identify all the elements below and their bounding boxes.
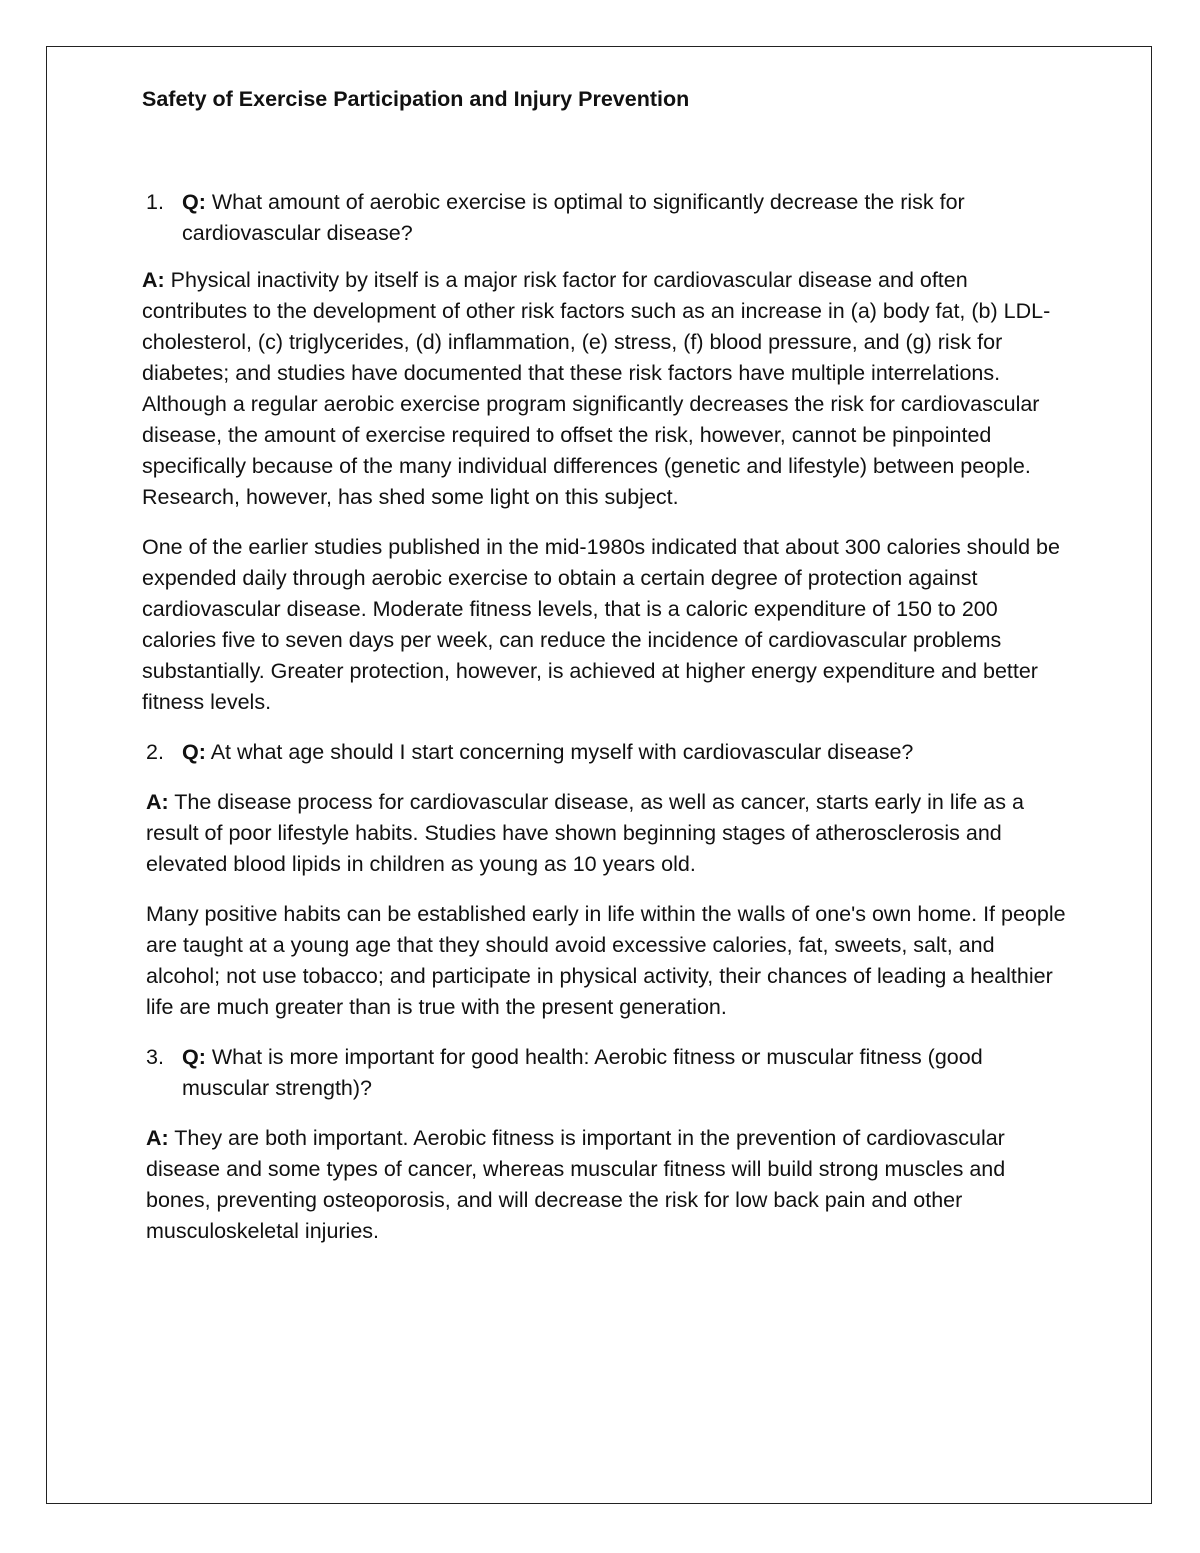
question-3: [142, 1042, 1072, 1104]
question-text: What amount of aerobic exercise is optimal to significantly decrease the risk for cardiovascular disease?: [182, 190, 965, 245]
question-2: [142, 737, 1072, 768]
answer-text: Physical inactivity by itself is a major risk factor for cardiovascular disease and often contributes to the development of other risk factors such as an increase in (a) body fat, (b) LDL-cholesterol, (c) triglycerides, (d) inflammation, (e) stress, (f) blood pressure, and (g) risk for diabetes; and studies have documented that these risk factors have multiple interrelations.: [142, 268, 1051, 385]
question-text: At what age should I start concerning myself with cardiovascular disease?: [210, 740, 914, 764]
answer-label: A:: [142, 268, 165, 292]
question-number: 1.: [146, 190, 164, 214]
answer-1-paragraph-2: Although a regular aerobic exercise program significantly decreases the risk for cardiovascular disease, the amount of exercise required to offset the risk, however, cannot be pinpointed specifically because of the many individual differences (genetic and lifestyle) between people. Research, however, has shed some light on this subject.: [142, 392, 1040, 509]
answer-1-paragraph-3: One of the earlier studies published in the mid-1980s indicated that about 300 calories should be expended daily through aerobic exercise to obtain a certain degree of protection against cardiovascular disease. Moderate fitness levels, that is a caloric expenditure of 150 to 200 calories five to seven days per week, can reduce the incidence of cardiovascular problems substantially. Greater protection, however, is achieved at higher energy expenditure and better fitness levels.: [142, 535, 1060, 714]
question-label: Q:: [182, 1045, 206, 1069]
answer-label: A:: [146, 1126, 169, 1150]
document-body: [142, 84, 1072, 1247]
question-label: Q:: [182, 740, 206, 764]
question-number: 3.: [146, 1045, 164, 1069]
answer-label: A:: [146, 790, 169, 814]
answer-3-paragraph-1: [142, 1123, 1072, 1247]
question-1: [142, 187, 1072, 249]
answer-1-paragraph-1: [142, 265, 1072, 389]
question-label: Q:: [182, 190, 206, 214]
answer-text: The disease process for cardiovascular disease, as well as cancer, starts early in life as a result of poor lifestyle habits. Studies have shown beginning stages of atherosclerosis and elevated blood lipids in children as young as 10 years old.: [146, 790, 1024, 876]
answer-2-paragraph-2: Many positive habits can be established early in life within the walls of one's own home. If people are taught at a young age that they should avoid excessive calories, fat, sweets, salt, and alcohol; not use tobacco; and participate in physical activity, their chances of leading a healthier life are much greater than is true with the present generation.: [146, 902, 1066, 1019]
question-number: 2.: [146, 740, 164, 764]
document-title: Safety of Exercise Participation and Injury Prevention: [142, 87, 690, 111]
question-text: What is more important for good health: Aerobic fitness or muscular fitness (good muscular strength)?: [182, 1045, 983, 1100]
answer-text: They are both important. Aerobic fitness is important in the prevention of cardiovascular disease and some types of cancer, whereas muscular fitness will build strong muscles and bones, preventing osteoporosis, and will decrease the risk for low back pain and other musculoskeletal injuries.: [146, 1126, 1006, 1243]
answer-2-paragraph-1: [142, 787, 1072, 880]
